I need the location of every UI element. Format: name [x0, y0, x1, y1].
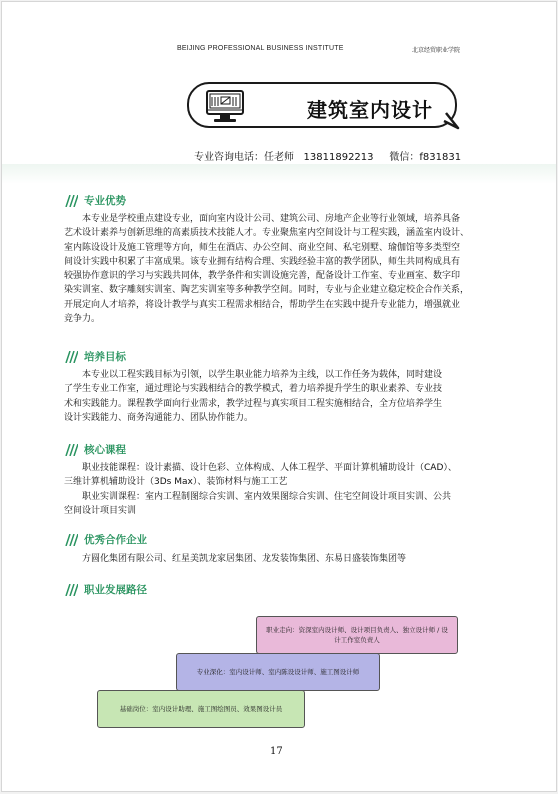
section-title: 培养目标: [84, 351, 126, 363]
text-line: 术和实践能力。课程教学面向行业需求，教学过程与真实项目工程实施相结合，全方位培养学生: [64, 398, 443, 409]
text-line: 方圆化集团有限公司、红星美凯龙家居集团、龙发装饰集团、东易日盛装饰集团等: [82, 554, 407, 564]
brochure-page: [1, 1, 557, 792]
advantage-paragraph: [64, 212, 498, 326]
banner-tail: [442, 112, 462, 132]
text-line: 开展定向人才培养，将设计教学与真实工程需求相结合，帮助学生在实践中提升专业能力，增强就业: [64, 299, 461, 310]
text-line: 染实训室、数字雕刻实训室、陶艺实训室等多种教学空间。同时，专业与企业建立稳定校企合作关系，: [64, 285, 470, 296]
page-number: 17: [270, 746, 283, 757]
monitor-icon: [204, 89, 246, 123]
section-title: 职业发展路径: [84, 584, 147, 596]
partners-paragraph: [64, 552, 498, 566]
goal-paragraph: [64, 368, 498, 425]
text-line: 室内陈设设计及施工管理等方向，师生在酒店、办公空间、商业空间、私宅别墅、瑜伽馆等多类型空: [64, 242, 461, 253]
text-line: 间设计实践中积累了丰富成果。该专业拥有结构合理、实践经验丰富的教学团队，师生共同构成具有: [64, 256, 461, 267]
career-step-base: [97, 690, 305, 728]
career-step-label: 职业走向：资深室内设计师、设计项目负责人、独立设计师 / 设计工作室负责人: [266, 626, 448, 644]
text-line: 职业实训课程：室内工程制图综合实训、室内效果图综合实训、住宅空间设计项目实训、公共: [82, 491, 452, 502]
section-title: 核心课程: [84, 444, 126, 456]
text-line: 艺术设计素养与创新思维的高素质技术技能人才。专业聚焦室内空间设计与工程实践，涵盖室内设计、: [64, 228, 470, 239]
stripes-icon: [64, 351, 78, 363]
text-line: 竞争力。: [64, 314, 101, 325]
institute-name-en: BEIJING PROFESSIONAL BUSINESS INSTITUTE: [177, 45, 344, 52]
text-line: 本专业是学校重点建设专业，面向室内设计公司、建筑公司、房地产企业等行业领域，培养具备: [82, 214, 461, 224]
text-line: 职业技能课程：设计素描、设计色彩、立体构成、人体工程学、平面计算机辅助设计（CAD）、: [82, 463, 457, 473]
career-step-top: [256, 616, 458, 654]
stripes-icon: [64, 584, 78, 596]
text-line: 较强协作意识的学习与实践共同体，教学条件和实训设施完善，配备设计工作室、专业画室、数字印: [64, 271, 461, 282]
divider-band: [2, 164, 556, 184]
stripes-icon: [64, 444, 78, 456]
contact-info: 专业咨询电话：任老师 13811892213 微信：f831831: [194, 152, 462, 163]
stripes-icon: [64, 534, 78, 546]
text-line: 设计实践能力、商务沟通能力、团队协作能力。: [64, 412, 254, 423]
text-line: 三维计算机辅助设计（3Ds Max）、装饰材料与施工工艺: [64, 477, 288, 488]
text-line: 本专业以工程实践目标为引领，以学生职业能力培养为主线，以工作任务为载体，同时建设: [82, 370, 443, 380]
page-title: 建筑室内设计: [307, 98, 433, 122]
institute-name-cn: 北京经贸职业学院: [412, 47, 461, 54]
courses-paragraph: [64, 461, 498, 518]
text-line: 空间设计项目实训: [64, 505, 137, 516]
section-title: 专业优势: [84, 195, 126, 207]
text-line: 了学生专业工作室，通过理论与实践相结合的教学模式，着力培养提升学生的职业素养、专业技: [64, 384, 443, 395]
career-step-label: 基础岗位：室内设计助理、施工图绘图员、效果图设计员: [119, 705, 283, 713]
career-step-label: 专业深化：室内设计师、室内陈设设计师、施工图设计师: [196, 668, 360, 676]
career-step-middle: [176, 653, 380, 691]
section-title: 优秀合作企业: [84, 534, 147, 546]
stripes-icon: [64, 195, 78, 207]
